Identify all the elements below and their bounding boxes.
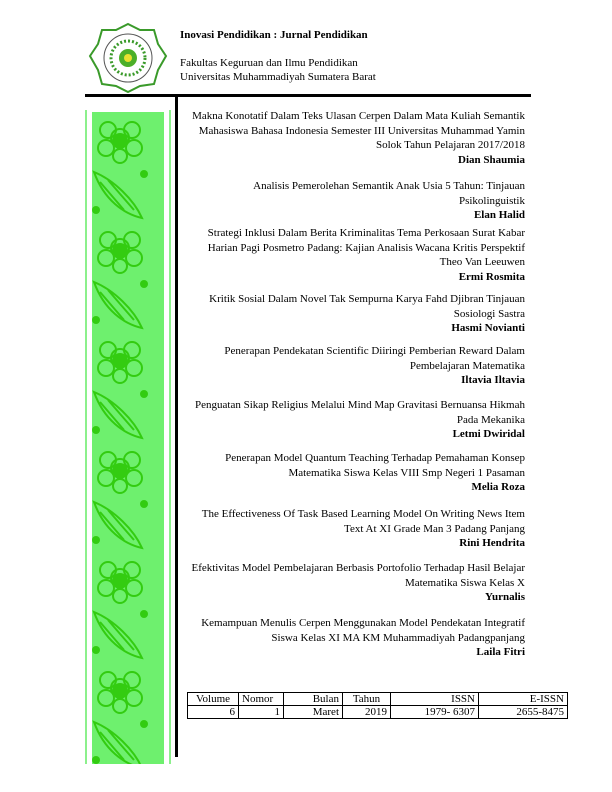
- article-title-line: Text At XI Grade Man 3 Padang Panjang: [344, 522, 525, 535]
- institution: [180, 56, 376, 84]
- header-cell: Nomor: [239, 693, 284, 706]
- university-name: Universitas Muhammadiyah Sumatera Barat: [180, 71, 376, 83]
- article-title-line: Siswa Kelas XI MA KM Muhammadiyah Padangpanjang: [271, 631, 525, 644]
- horizontal-rule: [85, 94, 531, 97]
- number-value: 1: [239, 706, 284, 719]
- article-entry: [180, 226, 525, 284]
- article-title-line: Penerapan Pendekatan Scientific Diiringi Pemberian Reward Dalam: [224, 345, 525, 357]
- article-title-line: Kritik Sosial Dalam Novel Tak Sempurna Karya Fahd Djibran Tinjauan: [209, 293, 525, 305]
- article-title-line: Psikolinguistik: [458, 194, 525, 207]
- header-cell: ISSN: [391, 693, 479, 706]
- article-title-line: Makna Konotatif Dalam Teks Ulasan Cerpen Dalam Mata Kuliah Semantik: [192, 110, 525, 122]
- article-title-line: Matematika Siswa Kelas VIII Smp Negeri 1 Pasaman: [288, 466, 525, 479]
- article-author: Iltavia Iltavia: [461, 374, 525, 386]
- article-author: Hasmi Novianti: [451, 322, 525, 334]
- year-value: 2019: [343, 706, 391, 719]
- university-logo: [88, 22, 168, 94]
- article-author: Laila Fitri: [476, 646, 525, 658]
- article-title-line: Solok Tahun Pelajaran 2017/2018: [375, 139, 525, 151]
- decorative-floral-band: [84, 110, 172, 764]
- article-title-line: Matematika Siswa Kelas X: [404, 576, 525, 589]
- article-author: Yurnalis: [485, 591, 525, 603]
- article-author: Melia Roza: [471, 481, 525, 493]
- article-entry: [180, 109, 525, 167]
- article-entry: [180, 179, 525, 223]
- publication-info-table: [187, 692, 568, 719]
- article-title-line: Strategi Inklusi Dalam Berita Kriminalitas Tema Perkosaan Surat Kabar: [207, 227, 525, 239]
- article-title-line: Efektivitas Model Pembelajaran Berbasis Portofolio Terhadap Hasil Belajar: [191, 562, 525, 574]
- article-title-line: Analisis Pemerolehan Semantik Anak Usia 5 Tahun: Tinjauan: [253, 180, 525, 192]
- table-row: [188, 706, 568, 719]
- article-title-line: Penguatan Sikap Religius Melalui Mind Map Gravitasi Bernuansa Hikmah: [195, 399, 525, 411]
- issn-value: 1979- 6307: [391, 706, 479, 719]
- volume-value: 6: [188, 706, 239, 719]
- article-title-line: Pembelajaran Matematika: [409, 359, 525, 372]
- header-cell: Tahun: [343, 693, 391, 706]
- header-cell: Bulan: [284, 693, 343, 706]
- article-title-line: The Effectiveness Of Task Based Learning Model On Writing News Item: [201, 508, 525, 520]
- header-cell: E-ISSN: [479, 693, 568, 706]
- table-header-row: [188, 693, 568, 706]
- faculty-name: Fakultas Keguruan dan Ilmu Pendidikan: [180, 57, 358, 69]
- header-cell: Volume: [188, 693, 239, 706]
- article-title-line: Harian Pagi Posmetro Padang: Kajian Analisis Wacana Kritis Perspektif: [207, 241, 525, 254]
- article-entry: [180, 616, 525, 660]
- article-entry: [180, 451, 525, 495]
- article-entry: [180, 344, 525, 388]
- article-title-line: Penerapan Model Quantum Teaching Terhadap Pemahaman Konsep: [225, 452, 525, 464]
- month-value: Maret: [284, 706, 343, 719]
- article-author: Dian Shaumia: [458, 153, 525, 166]
- eissn-value: 2655-8475: [479, 706, 568, 719]
- article-title-line: Sosiologi Sastra: [453, 307, 525, 320]
- article-author: Rini Hendrita: [459, 537, 525, 549]
- journal-title: Inovasi Pendidikan : Jurnal Pendidikan: [180, 29, 368, 41]
- article-title-line: Kemampuan Menulis Cerpen Menggunakan Model Pendekatan Integratif: [201, 617, 525, 629]
- article-author: Elan Halid: [473, 209, 525, 221]
- article-title-line: Mahasiswa Bahasa Indonesia Semester III Universitas Muhammad Yamin: [198, 124, 525, 137]
- article-entry: [180, 561, 525, 605]
- article-author: Ermi Rosmita: [458, 270, 525, 283]
- article-entry: [180, 292, 525, 336]
- article-author: Letmi Dwiridal: [452, 428, 525, 440]
- article-title-line: Pada Mekanika: [456, 413, 525, 426]
- article-entry: [180, 507, 525, 551]
- article-title-line: Theo Van Leeuwen: [439, 256, 525, 268]
- article-entry: [180, 398, 525, 442]
- vertical-rule: [175, 96, 178, 757]
